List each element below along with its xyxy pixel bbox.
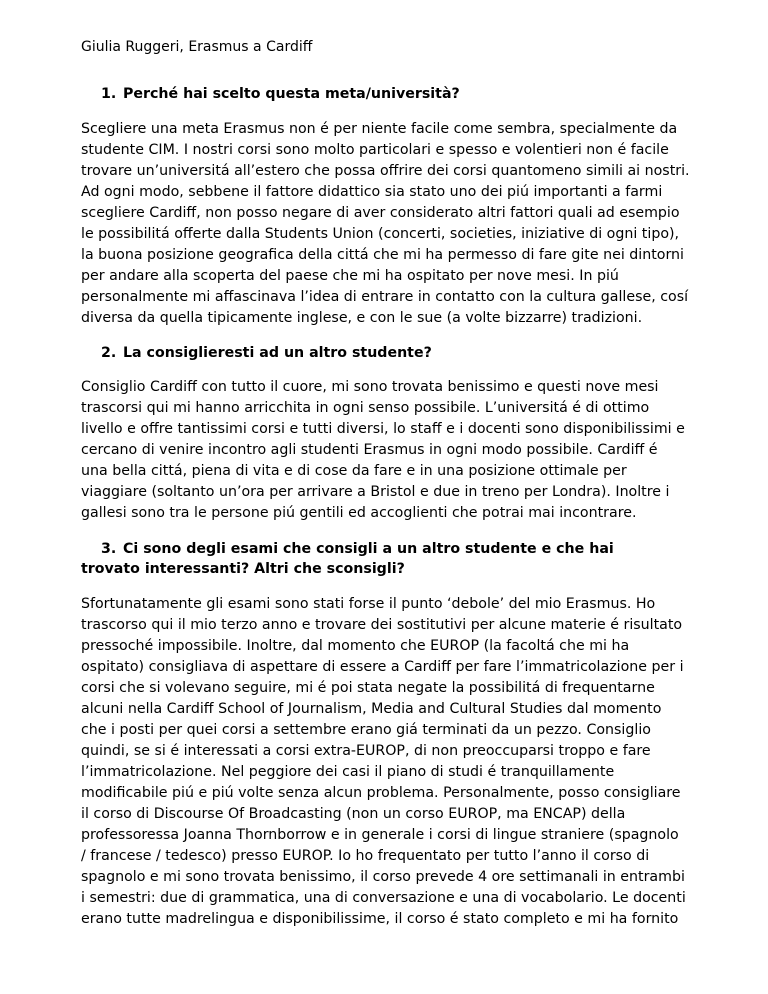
answer-3-line: spagnolo e mi sono trovata benissimo, il corso prevede 4 ore settimanali in entrambi bbox=[81, 869, 685, 885]
answer-1-line: scegliere Cardiff, non posso negare di aver considerato altri fattori quali ad esempio bbox=[81, 205, 680, 221]
answer-3-line: Sfortunatamente gli esami sono stati forse il punto ‘debole’ del mio Erasmus. Ho bbox=[81, 596, 656, 612]
answer-1-line: diversa da quella tipicamente inglese, e con le sue (a volte bizzarre) tradizioni. bbox=[81, 310, 643, 326]
answer-3-line: corsi che si volevano seguire, mi é poi stata negate la possibilitá di frequentarne bbox=[81, 680, 655, 696]
answer-3-line: modificabile piú e piú volte senza alcun problema. Personalmente, posso consigliare bbox=[81, 785, 681, 801]
answer-3-line: trascorso qui il mio terzo anno e trovare dei sostitutivi per alcune materie é risultato bbox=[81, 617, 683, 633]
answer-2-line: cercano di venire incontro agli studenti Erasmus in ogni modo possibile. Cardiff é bbox=[81, 442, 658, 458]
answer-1-paragraph bbox=[81, 119, 690, 329]
answer-3-line: quindi, se si é interessati a corsi extra-EUROP, di non preoccuparsi troppo e fare bbox=[81, 743, 651, 759]
answer-3-line: erano tutte madrelingua e disponibilissime, il corso é stato completo e mi ha fornito bbox=[81, 911, 679, 927]
question-3-number: 3. bbox=[101, 541, 117, 557]
answer-1-line: personalmente mi affascinava l’idea di entrare in contatto con la cultura gallese, cosí bbox=[81, 289, 689, 305]
answer-2-line: trascorsi qui mi hanno arricchita in ogni senso possibile. L’universitá é di ottimo bbox=[81, 400, 650, 416]
answer-3-line: i semestri: due di grammatica, una di conversazione e una di vocabolario. Le docenti bbox=[81, 890, 686, 906]
answer-1-line: Ad ogni modo, sebbene il fattore didattico sia stato uno dei piú importanti a farmi bbox=[81, 184, 663, 200]
document-header: Giulia Ruggeri, Erasmus a Cardiff bbox=[81, 39, 313, 55]
answer-1-line: studente CIM. I nostri corsi sono molto particolari e spesso e volentieri non é facile bbox=[81, 142, 669, 158]
answer-1-line: le possibilitá offerte dalla Students Union (concerti, societies, iniziative di ogni tipo), bbox=[81, 226, 680, 242]
answer-2-line: livello e offre tantissimi corsi e tutti diversi, lo staff e i docenti sono disponibilissimi e bbox=[81, 421, 685, 437]
answer-2-line: una bella cittá, piena di vita e di cose da fare e in una posizione ottimale per bbox=[81, 463, 627, 479]
answer-2-line: viaggiare (soltanto un’ora per arrivare a Bristol e due in treno per Londra). Inoltre i bbox=[81, 484, 670, 500]
question-1-number: 1. bbox=[101, 86, 117, 102]
answer-2-line: Consiglio Cardiff con tutto il cuore, mi sono trovata benissimo e questi nove mesi bbox=[81, 379, 659, 395]
answer-3-line: professoressa Joanna Thornborrow e in generale i corsi di lingue straniere (spagnolo bbox=[81, 827, 679, 843]
answer-1-line: per andare alla scoperta del paese che mi ha ospitato per nove mesi. In piú bbox=[81, 268, 619, 284]
answer-3-paragraph bbox=[81, 594, 687, 930]
question-3-heading bbox=[81, 539, 691, 579]
answer-3-line: l’immatricolazione. Nel peggiore dei casi il piano di studi é tranquillamente bbox=[81, 764, 615, 780]
question-2-number: 2. bbox=[101, 345, 117, 361]
answer-1-line: la buona posizione geografica della cittá che mi ha permesso di fare gite nei dintorni bbox=[81, 247, 684, 263]
question-1-text: Perché hai scelto questa meta/università? bbox=[123, 86, 460, 102]
answer-3-line: che i posti per quei corsi a settembre erano giá terminati da un pezzo. Consiglio bbox=[81, 722, 651, 738]
answer-3-line: ospitato) consigliava di aspettare di essere a Cardiff per fare l’immatricolazione per i bbox=[81, 659, 684, 675]
question-1-heading bbox=[81, 84, 691, 104]
answer-1-line: Scegliere una meta Erasmus non é per niente facile come sembra, specialmente da bbox=[81, 121, 678, 137]
answer-2-paragraph bbox=[81, 377, 687, 524]
answer-3-line: pressoché impossibile. Inoltre, dal momento che EUROP (la facoltá che mi ha bbox=[81, 638, 630, 654]
answer-3-line: alcuni nella Cardiff School of Journalism, Media and Cultural Studies dal momento bbox=[81, 701, 662, 717]
question-3-text-line: trovato interessanti? Altri che sconsigli? bbox=[81, 561, 405, 577]
answer-1-line: trovare un’universitá all’estero che possa offrire dei corsi quantomeno simili ai nostri. bbox=[81, 163, 690, 179]
question-2-text: La consiglieresti ad un altro studente? bbox=[123, 345, 432, 361]
answer-3-line: / francese / tedesco) presso EUROP. Io ho frequentato per tutto l’anno il corso di bbox=[81, 848, 650, 864]
answer-2-line: gallesi sono tra le persone piú gentili ed accoglienti che potrai mai incontrare. bbox=[81, 505, 637, 521]
question-2-heading bbox=[81, 343, 691, 363]
question-3-text-line: Ci sono degli esami che consigli a un altro studente e che hai bbox=[123, 541, 614, 557]
answer-3-line: il corso di Discourse Of Broadcasting (non un corso EUROP, ma ENCAP) della bbox=[81, 806, 626, 822]
